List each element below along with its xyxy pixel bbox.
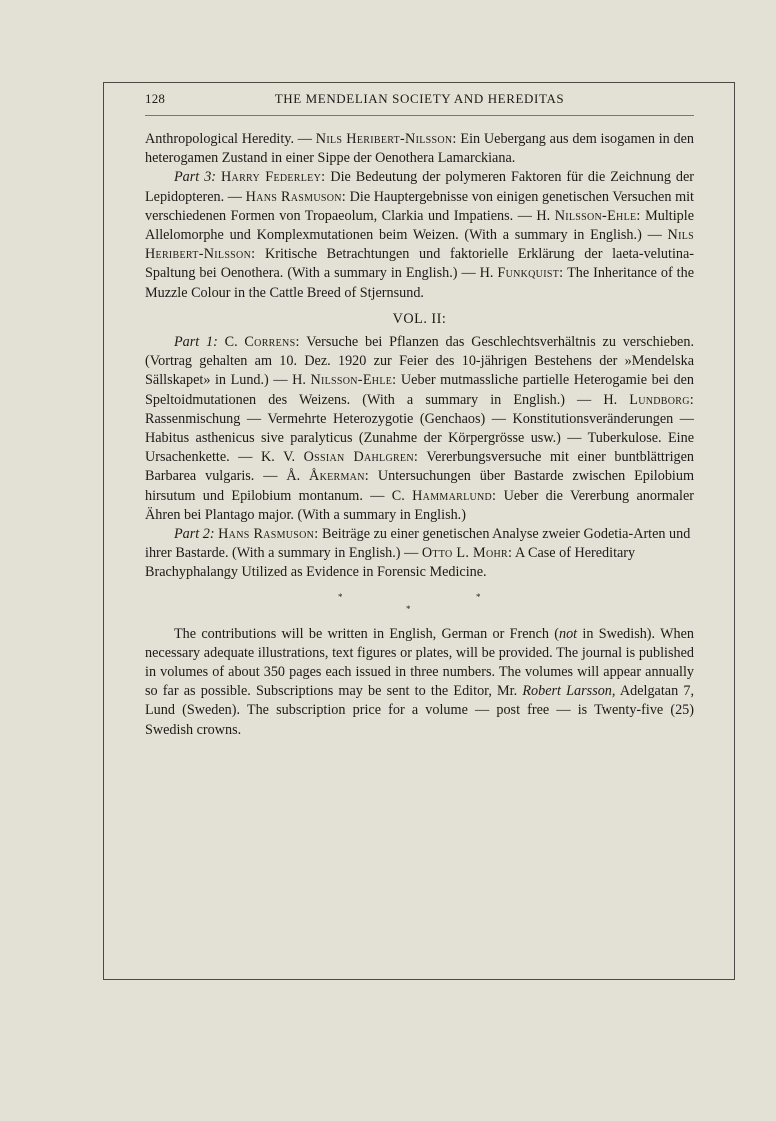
volume-heading: VOL. II: bbox=[392, 310, 447, 327]
author-name: Nils Heribert-Nilsson: bbox=[145, 227, 694, 263]
editor-name: Robert Larsson, bbox=[522, 683, 616, 700]
text: Untersuchungen über Bastarde zwischen Epilobium hirsutum und Epilobium montanum. — C. bbox=[145, 468, 695, 504]
text: Die Bedeutung der polymeren Faktoren für die Zeichnung der Lepidopteren. — bbox=[145, 169, 695, 205]
asterism-separator bbox=[145, 586, 694, 616]
part-label: Part 1: bbox=[174, 334, 218, 351]
author-name: Nils Heribert-Nilsson: bbox=[315, 131, 457, 147]
text: The Inheritance of the Muzzle Colour in the Cattle Breed of Stjernsund. bbox=[145, 265, 695, 301]
emphasis: not bbox=[558, 625, 578, 642]
text: Multiple Allelomorphe und Komplexmutationen beim Weizen. (With a summary in English.) — bbox=[145, 207, 694, 244]
text: Vererbungsversuche mit einer buntblättrigen Barbarea vulgaris. — Å. bbox=[145, 449, 695, 485]
header-rule bbox=[145, 115, 694, 116]
asterisk: * bbox=[406, 603, 411, 614]
text: C. bbox=[217, 334, 245, 351]
author-name: Hans Rasmuson: bbox=[218, 526, 319, 543]
text: Beiträge zu einer genetischen Analyse zweier Godetia-Arten und ihrer Bastarde. (With a summary in English.) — bbox=[145, 526, 691, 562]
author-name: Funkquist: bbox=[497, 265, 564, 282]
text: Kritische Betrachtungen und faktorielle Erklärung der laeta-velutina-Spaltung bei Oenothera. (With a summary in English.) — H. bbox=[145, 246, 694, 282]
author-name: Otto L. Mohr: bbox=[421, 545, 513, 562]
part-label: Part 2: bbox=[174, 526, 215, 543]
author-name: Ossian Dahlgren: bbox=[303, 449, 419, 466]
text: in Swedish). When necessary adequate illustrations, text figures or plates, will be provided. The journal is published in volumes of about 350 pages each issued in three numbers. The volumes will appear annually so far as possible. Subscriptions may be sent to the Editor, Mr. bbox=[145, 625, 694, 700]
author-name: Nilsson-Ehle: bbox=[310, 372, 397, 389]
running-title: THE MENDELIAN SOCIETY AND HEREDITAS bbox=[274, 91, 565, 106]
author-name: Hammarlund: bbox=[412, 487, 497, 504]
page-body bbox=[145, 130, 694, 740]
text: Anthropological Heredity. — bbox=[145, 131, 316, 147]
text: Ueber mutmassliche partielle Heterogamie bei den Speltoidmutationen des Weizens. (With a summary in English.) — H. bbox=[145, 372, 694, 408]
asterisk: * bbox=[338, 591, 343, 602]
text: Rassenmischung — Vermehrte Heterozygotie (Genchaos) — Konstitutionsveränderungen — Habitus asthenicus sive paralyticus (Zunahme der Körpergrösse usw.) — Tuberkulose. Eine Ursachenkette. — K. V. bbox=[145, 410, 694, 466]
paragraph-vol1-part3 bbox=[145, 168, 694, 302]
text: Ein Uebergang aus dem isogamen in den heterogamen Zustand in einer Sippe der Oenothera Lamarckiana. bbox=[145, 131, 695, 167]
text: Ueber die Vererbung anormaler Ähren bei Plantago major. (With a summary in English.) bbox=[145, 487, 694, 523]
author-name: Hans Rasmuson: bbox=[245, 188, 347, 205]
text: A Case of Hereditary Brachyphalangy Utilized as Evidence in Forensic Medicine. bbox=[145, 545, 636, 581]
text: Die Hauptergebnisse von einigen genetischen Versuchen mit verschiedenen Formen von Tropaeolum, Clarkia und Impatiens. — H. bbox=[145, 188, 694, 224]
text: The contributions will be written in English, German or French ( bbox=[174, 625, 559, 642]
paragraph-vol1-part2-end bbox=[145, 130, 694, 168]
author-name: Nilsson-Ehle: bbox=[554, 207, 641, 224]
author-name: Lundborg: bbox=[629, 391, 694, 408]
page-number: 128 bbox=[145, 91, 166, 106]
part-label: Part 3: bbox=[174, 169, 217, 186]
paragraph-vol2-part1 bbox=[145, 333, 694, 525]
paragraph-contributions-notice bbox=[145, 625, 694, 740]
author-name: Correns: bbox=[244, 334, 300, 351]
text: Versuche bei Pflanzen das Geschlechtsverhältnis zu verschieben. (Vortrag gehalten am 10. Dez. 1920 zur Feier des 10-jährigen Bestehens der »Mendelska Sällskapet» in Lund.) — H. bbox=[145, 334, 694, 389]
asterisk: * bbox=[476, 591, 481, 602]
paragraph-vol2-part2 bbox=[145, 525, 694, 583]
text: Adelgatan 7, Lund (Sweden). The subscription price for a volume — post free — is Twenty-five (25) Swedish crowns. bbox=[145, 683, 694, 738]
author-name: Åkerman: bbox=[309, 468, 369, 485]
author-name: Harry Federley: bbox=[221, 169, 326, 186]
